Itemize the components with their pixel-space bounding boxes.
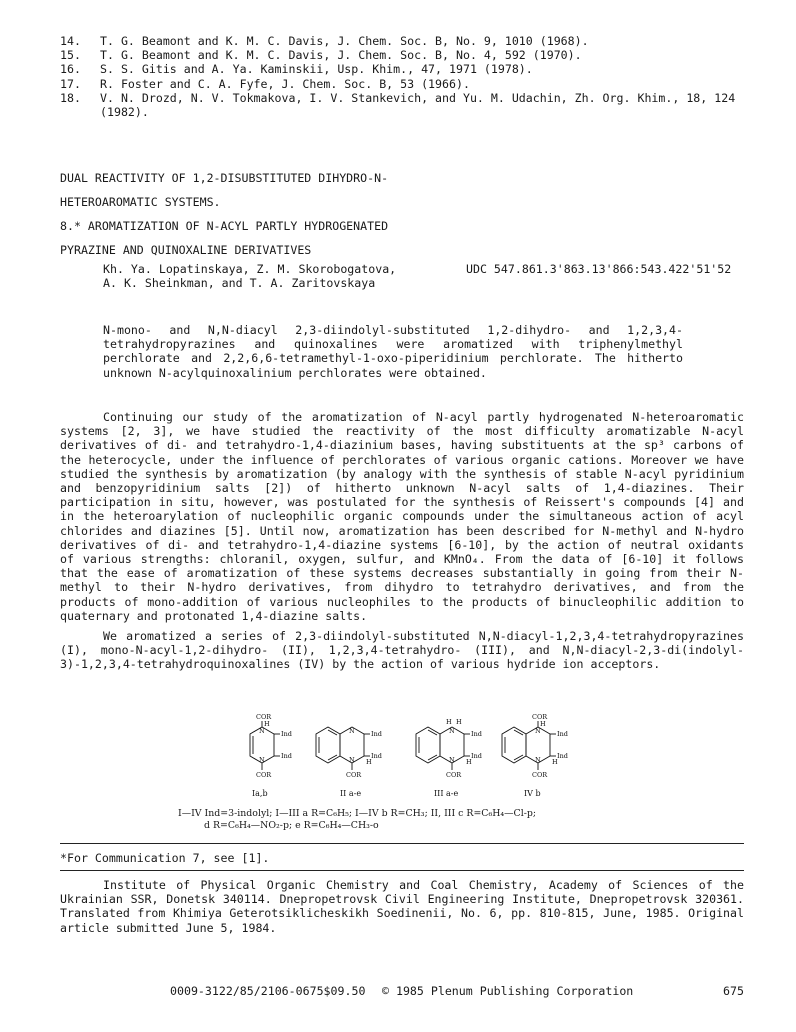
compound-label: IV b: [524, 789, 541, 798]
reference-text: S. S. Gitis and A. Ya. Kaminskii, Usp. Khim., 47, 1971 (1978).: [100, 62, 533, 77]
body-paragraph: We aromatized a series of 2,3-diindolyl-substituted N,N-diacyl-1,2,3,4-tetrahydropyrazines (I), mono-N-acyl-1,2-dihydro- (II), 1,2,3,4-tetrahydro- (III), and N,N-diacyl-2,3-di(indolyl-3)-1,2,3,4-tetrahydroquinoxalines (IV) by the action of various hydride ion acceptors.: [60, 629, 744, 672]
atom-label: H: [466, 758, 472, 766]
scheme-legend: [178, 808, 678, 832]
reference-item: [60, 34, 740, 48]
atom-label: H: [540, 720, 546, 728]
atom-label: N: [449, 756, 455, 764]
footnote-rule: [60, 870, 744, 871]
atom-label: N: [449, 727, 455, 735]
reference-list: [60, 34, 740, 119]
atom-label: N: [535, 756, 541, 764]
institute-text: Institute of Physical Organic Chemistry and Coal Chemistry, Academy of Sciences of the Ukrainian SSR, Donetsk 340114. Dnepropetrovsk Civil Engineering Institute, Dnepropetrovsk 320361. Translated from Khimiya Geterotsiklicheskikh Soedinenii, No. 6, pp. 810-815, June, 1985. Original article submitted June 5, 1984.: [60, 878, 744, 935]
reference-item: [60, 77, 740, 91]
atom-label: H: [552, 758, 558, 766]
page-number: 675: [723, 984, 744, 998]
article-code: 0009-3122/85/2106-0675$09.50: [170, 984, 366, 998]
atom-label: Ind: [557, 730, 568, 738]
article-title: [60, 166, 760, 262]
compound-label: II a-e: [340, 789, 362, 798]
reference-number: 14.: [60, 34, 81, 48]
footnote: *For Communication 7, see [1].: [60, 851, 270, 865]
atom-label: COR: [532, 771, 548, 779]
compound-label: III a-e: [434, 789, 459, 798]
authors-line: A. K. Sheinkman, and T. A. Zaritovskaya: [103, 276, 376, 291]
atom-label: COR: [256, 771, 272, 779]
reference-text: V. N. Drozd, N. V. Tokmakova, I. V. Stankevich, and Yu. M. Udachin, Zh. Org. Khim., 18, 124 (1982).: [100, 90, 736, 120]
atom-label: Ind: [471, 752, 482, 760]
atom-label: N: [349, 727, 355, 735]
udc-code: UDC 547.861.3'863.13'866:543.422'51'52: [466, 262, 732, 276]
atom-label: COR: [446, 771, 462, 779]
abstract: N-mono- and N,N-diacyl 2,3-diindolyl-substituted 1,2-dihydro- and 1,2,3,4-tetrahydropyrazines and quinoxalines were aromatized with triphenylmethyl perchlorate and 2,2,6,6-tetramethyl-1-oxo-piperidinium perchlorate. The hitherto unknown N-acylquinoxalinium perchlorates were obtained.: [103, 323, 683, 380]
page-footer: [60, 984, 744, 1000]
atom-label: H: [366, 758, 372, 766]
reference-number: 16.: [60, 62, 81, 77]
atom-label: Ind: [557, 752, 568, 760]
atom-label: COR: [532, 713, 548, 721]
title-line: HETEROAROMATIC SYSTEMS.: [60, 195, 221, 209]
institute-info: [60, 878, 744, 935]
copyright-notice: © 1985 Plenum Publishing Corporation: [382, 984, 634, 998]
atom-label: Ind: [471, 730, 482, 738]
atom-label: N: [259, 727, 265, 735]
body-text: [60, 410, 744, 678]
atom-label: N: [535, 727, 541, 735]
body-paragraph: Continuing our study of the aromatization of N-acyl partly hydrogenated N-heteroaromatic systems [2, 3], we have studied the reactivity of the most difficulty aromatizable N-acyl derivatives of di- and tetrahydro-1,4-diazinium bases, having substituents at the sp³ carbons of the heterocycle, under the influence of perchlorates of various organic cations. Moreover we have studied the synthesis by aromatization (by analogy with the synthesis of stable N-acyl pyridinium and benzopyridinium salts [2]) of hitherto unknown N-acyl salts of 1,4-diazines. Their participation in situ, however, was postulated for the synthesis of Reissert's compounds [4] and in the heteroarylation of nucleophilic organic compounds under the simultaneous action of acyl chlorides and diazines [5]. Until now, aromatization has been described for N-methyl and N-hydro derivatives of di- and tetrahydro-1,4-diazine systems [6-10], by the action of neutral oxidants of various strengths: chloranil, oxygen, sulfur, and KMnO₄. From the data of [6-10] it follows that the ease of aromatization of these systems decreases substantially in going from their N-methyl to their N-hydro derivatives, from dihydro to tetrahydro derivatives, and from the products of mono-addition of various nucleophiles to the products of binucleophilic addition to quaternary and protonated 1,4-diazine salts.: [60, 410, 744, 623]
title-line: PYRAZINE AND QUINOXALINE DERIVATIVES: [60, 243, 312, 257]
reference-item: [60, 91, 740, 119]
atom-label: N: [349, 756, 355, 764]
authors: [103, 262, 423, 290]
atom-label: Ind: [371, 752, 382, 760]
legend-line: d R=C₆H₄—NO₂-p; e R=C₆H₄—CH₃-o: [204, 820, 379, 831]
authors-line: Kh. Ya. Lopatinskaya, Z. M. Skorobogatova,: [103, 262, 397, 276]
reference-item: [60, 62, 740, 76]
reference-number: 15.: [60, 48, 81, 63]
footnote-rule: [60, 843, 744, 844]
atom-label: H: [446, 718, 452, 726]
atom-label: COR: [256, 713, 272, 721]
reference-text: T. G. Beamont and K. M. C. Davis, J. Chem. Soc. B, No. 4, 592 (1970).: [100, 48, 582, 63]
compound-label: Ia,b: [252, 789, 268, 798]
title-line: DUAL REACTIVITY OF 1,2-DISUBSTITUTED DIHYDRO-N-: [60, 171, 389, 185]
atom-label: Ind: [281, 752, 292, 760]
atom-label: H: [456, 718, 462, 726]
atom-label: Ind: [281, 730, 292, 738]
reference-number: 18.: [60, 90, 81, 105]
title-line: 8.* AROMATIZATION OF N-ACYL PARTLY HYDROGENATED: [60, 219, 389, 233]
reference-number: 17.: [60, 76, 81, 91]
reference-text: R. Foster and C. A. Fyfe, J. Chem. Soc. B, 53 (1966).: [100, 76, 470, 91]
reference-text: T. G. Beamont and K. M. C. Davis, J. Chem. Soc. B, No. 9, 1010 (1968).: [100, 34, 589, 48]
reference-item: [60, 48, 740, 62]
atom-label: H: [264, 720, 270, 728]
structure-scheme: [228, 712, 588, 804]
atom-label: Ind: [371, 730, 382, 738]
legend-line: I—IV Ind=3-indolyl; I—III a R=C₆H₅; I—IV b R=CH₃; II, III c R=C₆H₄—Cl-p;: [178, 808, 537, 819]
atom-label: N: [259, 756, 265, 764]
atom-label: COR: [346, 771, 362, 779]
